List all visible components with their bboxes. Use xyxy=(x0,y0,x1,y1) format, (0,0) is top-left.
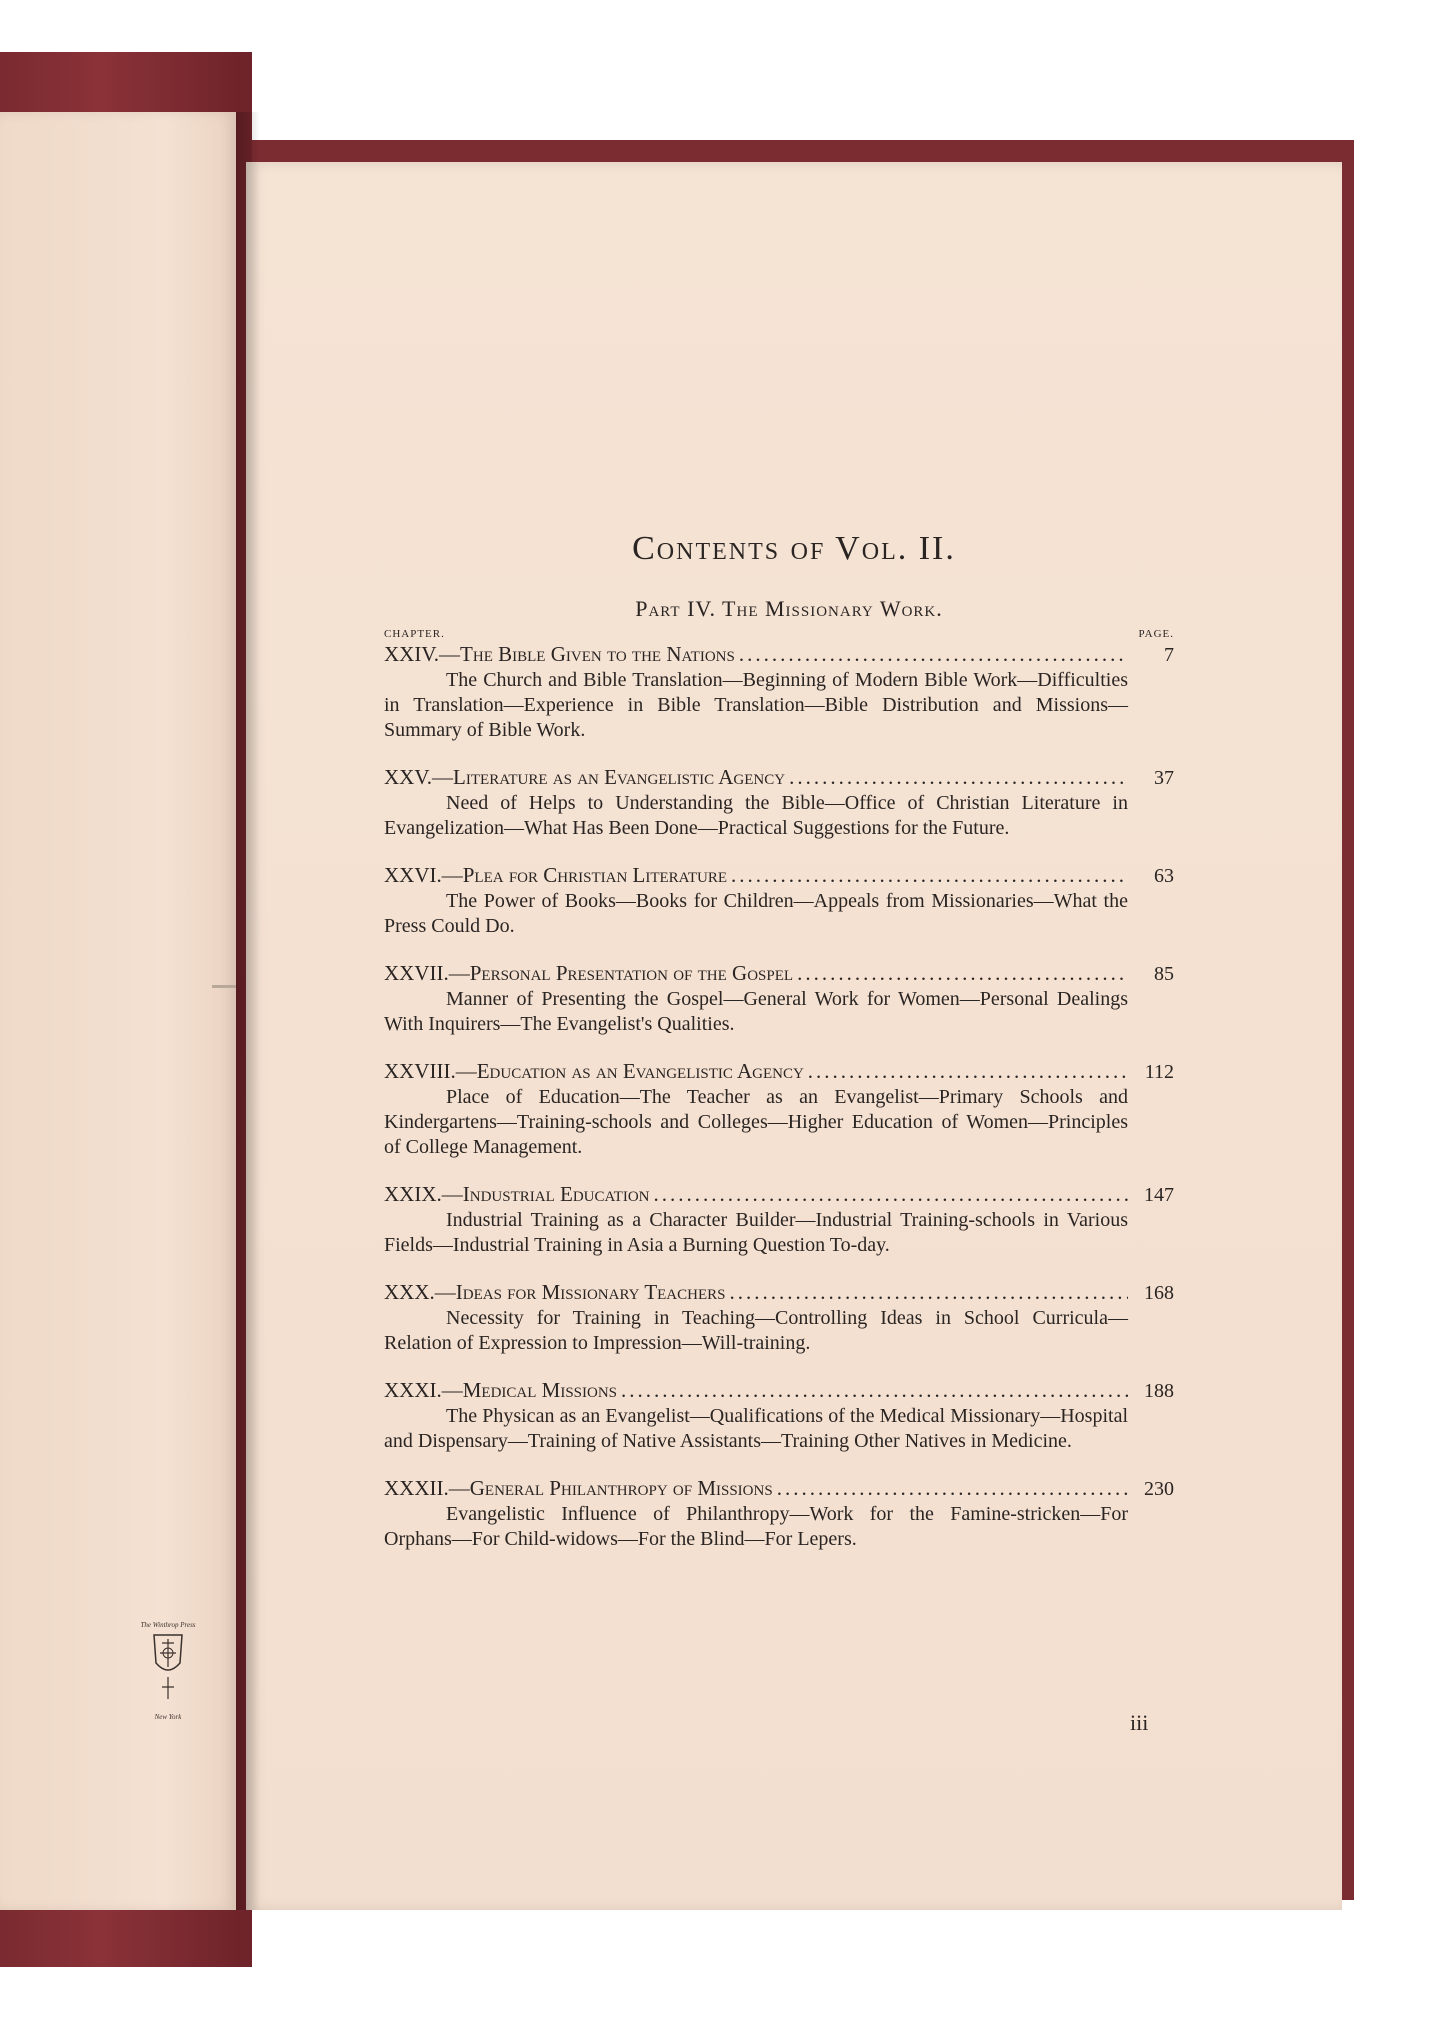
chapter-title: Literature as an Evangelistic Agency xyxy=(453,765,786,789)
book-gutter-shadow xyxy=(236,112,260,1910)
page-folio: iii xyxy=(1130,1710,1149,1735)
chapter-page-number: 85 xyxy=(1154,963,1174,985)
chapter-page-number: 188 xyxy=(1144,1380,1174,1402)
dot-leader xyxy=(653,1182,1128,1207)
chapter-page-number: 147 xyxy=(1144,1184,1174,1206)
chapter-title: Education as an Evangelistic Agency xyxy=(476,1059,804,1083)
volume-title: Contents of Vol. II. xyxy=(632,530,956,567)
chapter-number: XXVIII.— xyxy=(384,1059,477,1083)
chapter-entry xyxy=(384,863,1174,939)
publisher-mark-line-2: New York xyxy=(154,1713,182,1721)
chapter-summary: The Power of Books—Books for Children—Appeals from Missionaries—What the Press Could Do. xyxy=(384,890,1128,937)
chapter-heading-line xyxy=(384,1378,1174,1404)
part-title: Part IV. The Missionary Work. xyxy=(635,596,943,621)
chapter-number: XXX.— xyxy=(384,1280,456,1304)
chapter-summary: Need of Helps to Understanding the Bible—Office of Christian Literature in Evangelization—What Has Been Done—Practical Suggestions for the Future. xyxy=(384,792,1128,839)
chapter-title: Ideas for Missionary Teachers xyxy=(455,1280,726,1304)
chapter-entry xyxy=(384,961,1174,1037)
chapter-title: The Bible Given to the Nations xyxy=(460,642,735,666)
chapter-heading-line xyxy=(384,1476,1174,1502)
dot-leader xyxy=(731,863,1128,888)
chapter-number: XXV.— xyxy=(384,765,454,789)
left-page-mark xyxy=(212,985,236,988)
chapter-number: XXVI.— xyxy=(384,863,463,887)
chapter-entry xyxy=(384,1476,1174,1552)
chapter-entry xyxy=(384,1280,1174,1356)
chapter-entry xyxy=(384,765,1174,841)
dot-leader xyxy=(739,642,1128,667)
chapter-page-number: 112 xyxy=(1144,1061,1174,1083)
chapter-entry xyxy=(384,1059,1174,1160)
chapter-summary: Evangelistic Influence of Philanthropy—Work for the Famine-stricken—For Orphans—For Child-widows—For the Blind—For Lepers. xyxy=(384,1503,1128,1550)
chapter-summary: The Physican as an Evangelist—Qualifications of the Medical Missionary—Hospital and Dispensary—Training of Native Assistants—Training Other Natives in Medicine. xyxy=(384,1405,1128,1452)
chapter-entry xyxy=(384,1182,1174,1258)
chapter-title: Personal Presentation of the Gospel xyxy=(469,961,794,985)
chapter-page-number: 7 xyxy=(1164,644,1174,666)
publisher-mark-line-1: The Winthrop Press xyxy=(140,1621,196,1629)
chapter-heading-line xyxy=(384,961,1174,987)
table-of-contents xyxy=(384,530,1174,1574)
publisher-emblem-icon xyxy=(140,1615,196,1725)
chapter-number: XXIV.— xyxy=(384,642,461,666)
chapter-number: XXXI.— xyxy=(384,1378,463,1402)
chapter-title: General Philanthropy of Missions xyxy=(469,1476,773,1500)
chapter-heading-line xyxy=(384,863,1174,889)
chapter-title: Industrial Education xyxy=(462,1182,650,1206)
chapter-number: XXIX.— xyxy=(384,1182,463,1206)
chapter-list xyxy=(384,642,1174,1552)
chapter-page-number: 37 xyxy=(1154,767,1174,789)
dot-leader xyxy=(789,765,1128,790)
page-column-heading: PAGE. xyxy=(1138,628,1174,640)
chapter-heading-line xyxy=(384,1280,1174,1306)
chapter-number: XXXII.— xyxy=(384,1476,470,1500)
chapter-heading-line xyxy=(384,1182,1174,1208)
dot-leader xyxy=(808,1059,1128,1084)
chapter-title: Plea for Christian Literature xyxy=(462,863,728,887)
chapter-summary: The Church and Bible Translation—Beginning of Modern Bible Work—Difficulties in Translation—Experience in Bible Translation—Bible Distribution and Missions—Summary of Bible Work. xyxy=(384,669,1128,741)
left-page xyxy=(0,112,236,1910)
chapter-title: Medical Missions xyxy=(462,1378,618,1402)
chapter-heading-line xyxy=(384,765,1174,791)
dot-leader xyxy=(777,1476,1128,1501)
chapter-entry xyxy=(384,1378,1174,1454)
chapter-page-number: 230 xyxy=(1144,1478,1174,1500)
dot-leader xyxy=(621,1378,1128,1403)
chapter-number: XXVII.— xyxy=(384,961,470,985)
chapter-heading-line xyxy=(384,1059,1174,1085)
chapter-entry xyxy=(384,642,1174,743)
column-headings xyxy=(384,628,1174,640)
chapter-summary: Manner of Presenting the Gospel—General Work for Women—Personal Dealings With Inquirers—The Evangelist's Qualities. xyxy=(384,988,1128,1035)
chapter-summary: Place of Education—The Teacher as an Evangelist—Primary Schools and Kindergartens—Training-schools and Colleges—Higher Education of Women—Principles of College Management. xyxy=(384,1086,1128,1158)
chapter-summary: Industrial Training as a Character Builder—Industrial Training-schools in Various Fields—Industrial Training in Asia a Burning Question To-day. xyxy=(384,1209,1128,1256)
dot-leader xyxy=(730,1280,1129,1305)
chapter-page-number: 168 xyxy=(1144,1282,1174,1304)
chapter-heading-line xyxy=(384,642,1174,668)
chapter-column-heading: CHAPTER. xyxy=(384,628,445,640)
chapter-page-number: 63 xyxy=(1154,865,1174,887)
dot-leader xyxy=(797,961,1128,986)
chapter-summary: Necessity for Training in Teaching—Controlling Ideas in School Curricula—Relation of Expression to Impression—Will-training. xyxy=(384,1307,1128,1354)
